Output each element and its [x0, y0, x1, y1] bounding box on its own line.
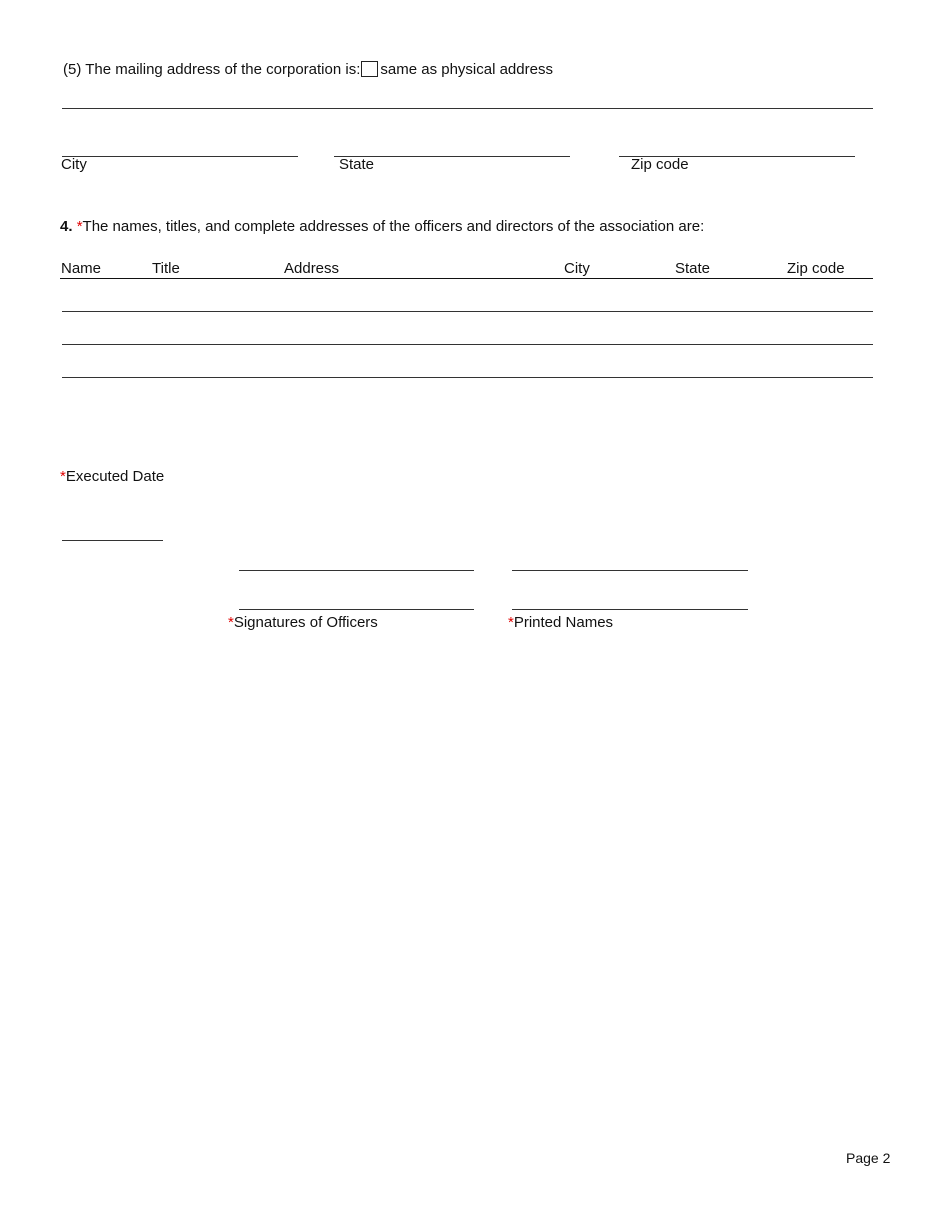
officer-row-line	[62, 344, 873, 345]
officers-statement	[60, 218, 704, 235]
column-header-zip: Zip code	[787, 260, 845, 277]
signatures-of-officers-label: *Signatures of Officers	[228, 614, 378, 631]
same-as-physical-label: same as physical address	[380, 61, 553, 78]
mailing-address-statement	[63, 61, 553, 78]
signature-line	[239, 609, 474, 610]
required-marker: *	[60, 468, 66, 485]
page-number: Page 2	[846, 1150, 891, 1166]
mailing-city-line	[62, 156, 298, 157]
executed-date-field[interactable]	[62, 520, 163, 540]
table-header-rule	[60, 278, 873, 279]
mailing-state-field[interactable]	[334, 136, 570, 156]
signature-line	[239, 570, 474, 571]
column-header-name: Name	[61, 260, 102, 277]
officers-statement-text: The names, titles, and complete addresses of the officers and directors of the association are:	[82, 218, 705, 235]
required-marker: *	[76, 218, 83, 235]
same-as-physical-checkbox[interactable]	[361, 61, 378, 77]
mailing-city-label: City	[61, 156, 87, 173]
mailing-zip-field[interactable]	[619, 136, 855, 156]
column-header-city: City	[564, 260, 590, 277]
required-marker: *	[508, 614, 514, 631]
officer-row-1-field[interactable]	[62, 291, 873, 311]
mailing-state-label: State	[339, 156, 375, 173]
mailing-city-field[interactable]	[62, 136, 298, 156]
executed-date-label: *Executed Date	[60, 468, 165, 485]
officer-signature-2-field[interactable]	[239, 589, 474, 609]
officer-row-line	[62, 311, 873, 312]
column-header-address: Address	[284, 260, 340, 277]
officer-signature-1-field[interactable]	[239, 550, 474, 570]
officer-row-3-field[interactable]	[62, 357, 873, 377]
required-marker: *	[228, 614, 234, 631]
printed-name-line	[512, 570, 748, 571]
column-header-title: Title	[152, 260, 180, 277]
mailing-address-prefix: (5) The mailing address of the corporation is:	[63, 61, 361, 78]
printed-names-label: *Printed Names	[508, 614, 614, 631]
officers-section-number: 4.	[60, 218, 73, 235]
mailing-address-field[interactable]	[62, 88, 873, 108]
mailing-address-line	[62, 108, 873, 109]
mailing-zip-label: Zip code	[631, 156, 689, 173]
printed-name-1-field[interactable]	[512, 550, 748, 570]
column-header-state: State	[675, 260, 711, 277]
executed-date-line	[62, 540, 163, 541]
printed-name-line	[512, 609, 748, 610]
officer-row-2-field[interactable]	[62, 324, 873, 344]
printed-name-2-field[interactable]	[512, 589, 748, 609]
officer-row-line	[62, 377, 873, 378]
